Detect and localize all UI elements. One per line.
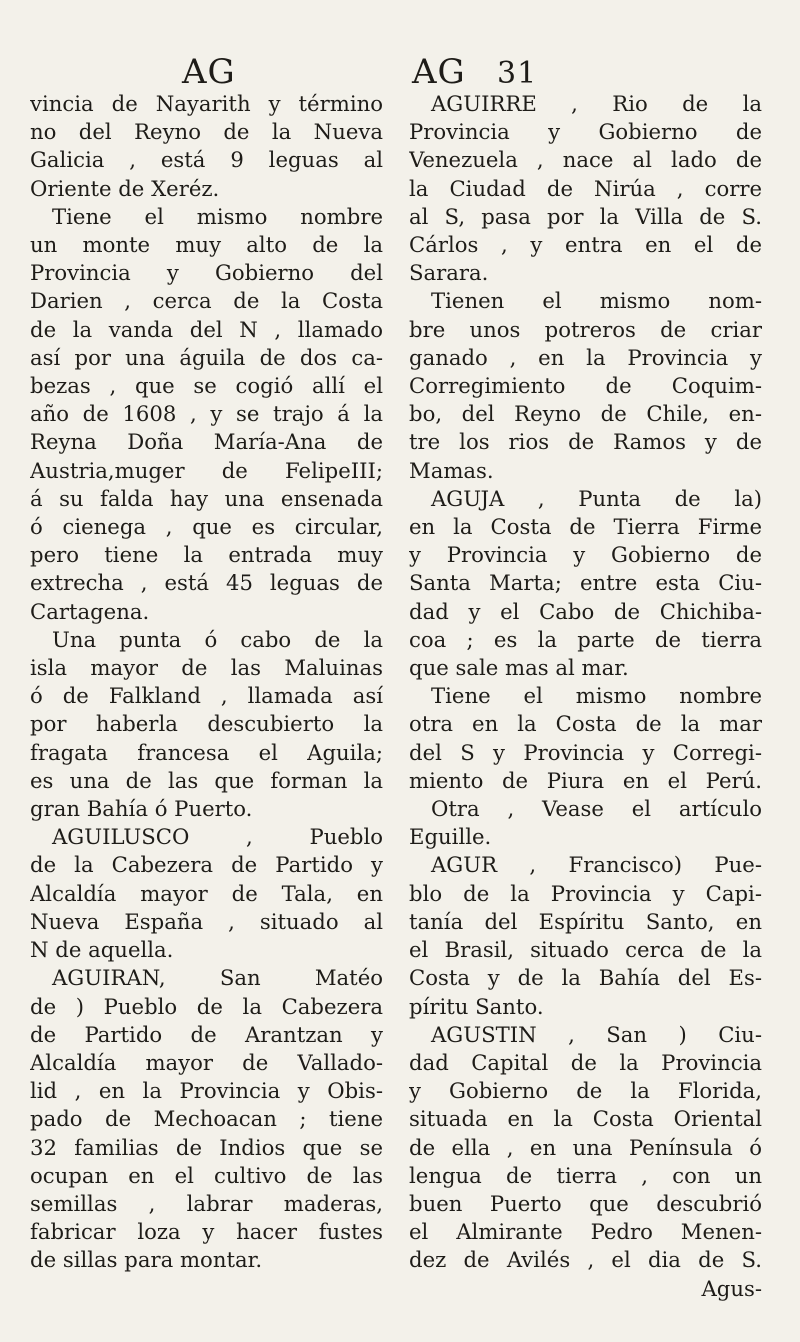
- text-line: semillas , labrar maderas,: [30, 1190, 383, 1216]
- text-line: fabricar loza y hacer fustes: [30, 1219, 383, 1245]
- text-line: Provincia y Gobierno de: [409, 119, 762, 145]
- text-line: vincia de Nayarith y término: [30, 91, 383, 116]
- running-head-right: AG: [412, 52, 466, 92]
- running-head-left: AG: [182, 52, 236, 92]
- text-line: no del Reyno de la Nueva: [30, 119, 383, 145]
- page-number: 31: [497, 56, 538, 91]
- text-line: dez de Avilés , el dia de S.: [409, 1247, 762, 1273]
- text-line: coa ; es la parte de tierra: [409, 626, 762, 652]
- text-line: Agus-: [701, 1275, 762, 1301]
- text-line: de la Cabezera de Partido y: [30, 852, 383, 878]
- text-line: dad y el Cabo de Chichiba-: [409, 598, 762, 624]
- text-line: de la vanda del N , llamado: [30, 316, 383, 342]
- text-line: Mamas.: [409, 457, 494, 483]
- right-text-column: [409, 90, 762, 1303]
- text-line: isla mayor de las Maluinas: [30, 655, 383, 681]
- text-line: bo, del Reyno de Chile, en-: [409, 401, 762, 427]
- text-line: bre unos potreros de criar: [409, 316, 762, 342]
- text-line: por haberla descubierto la: [30, 711, 383, 737]
- text-line: AGUSTIN , San ) Ciu-: [431, 1021, 762, 1047]
- text-line: Galicia , está 9 leguas al: [30, 147, 383, 173]
- text-line: es una de las que forman la: [30, 767, 383, 793]
- text-line: Darien , cerca de la Costa: [30, 288, 383, 314]
- text-line: en la Costa de Tierra Firme: [409, 514, 762, 540]
- text-line: Oriente de Xeréz.: [30, 175, 220, 201]
- text-line: extrecha , está 45 leguas de: [30, 570, 383, 596]
- text-line: tre los rios de Ramos y de: [409, 429, 762, 455]
- text-line: Sarara.: [409, 260, 489, 286]
- text-line: lengua de tierra , con un: [409, 1162, 762, 1188]
- text-line: á su falda hay una ensenada: [30, 485, 383, 511]
- text-line: así por una águila de dos ca-: [30, 344, 383, 370]
- text-line: el Almirante Pedro Menen-: [409, 1219, 762, 1245]
- text-line: dad Capital de la Provincia: [409, 1049, 762, 1075]
- text-line: bezas , que se cogió allí el: [30, 373, 383, 399]
- text-line: Reyna Doña María-Ana de: [30, 429, 383, 455]
- text-line: el Brasil, situado cerca de la: [409, 937, 762, 963]
- text-line: ganado , en la Provincia y: [409, 344, 762, 370]
- text-line: Cárlos , y entra en el de: [409, 232, 762, 258]
- text-line: ó de Falkland , llamada así: [30, 683, 383, 709]
- text-line: píritu Santo.: [409, 993, 544, 1019]
- text-line: de ella , en una Península ó: [409, 1134, 762, 1160]
- text-line: buen Puerto que descubrió: [409, 1190, 762, 1216]
- text-line: del S y Provincia y Corregi-: [409, 739, 762, 765]
- text-line: un monte muy alto de la: [30, 232, 383, 258]
- text-line: de sillas para montar.: [30, 1247, 263, 1273]
- text-line: Tiene el mismo nombre: [431, 683, 762, 709]
- text-line: Nueva España , situado al: [30, 908, 383, 934]
- text-line: ocupan en el cultivo de las: [30, 1162, 383, 1188]
- text-line: Costa y de la Bahía del Es-: [409, 965, 762, 991]
- text-line: Cartagena.: [30, 598, 150, 624]
- text-line: AGUIRAN, San Matéo: [52, 965, 383, 991]
- text-line: Alcaldía mayor de Tala, en: [30, 880, 383, 906]
- text-line: otra en la Costa de la mar: [409, 711, 762, 737]
- text-line: de Partido de Arantzan y: [30, 1021, 383, 1047]
- text-line: pero tiene la entrada muy: [30, 542, 383, 568]
- text-line: Austria,muger de FelipeIII;: [30, 457, 383, 483]
- text-line: 32 familias de Indios que se: [30, 1134, 383, 1160]
- text-line: tanía del Espíritu Santo, en: [409, 908, 762, 934]
- text-line: y Gobierno de la Florida,: [409, 1078, 762, 1104]
- text-line: año de 1608 , y se trajo á la: [30, 401, 383, 427]
- text-line: Venezuela , nace al lado de: [409, 147, 762, 173]
- text-line: y Provincia y Gobierno de: [409, 542, 762, 568]
- text-line: Corregimiento de Coquim-: [409, 373, 762, 399]
- text-line: Una punta ó cabo de la: [52, 626, 383, 652]
- text-line: situada en la Costa Oriental: [409, 1106, 762, 1132]
- text-line: Otra , Vease el artículo: [431, 796, 762, 822]
- text-line: al S, pasa por la Villa de S.: [409, 203, 762, 229]
- text-line: la Ciudad de Nirúa , corre: [409, 175, 762, 201]
- text-line: lid , en la Provincia y Obis-: [30, 1078, 383, 1104]
- text-line: gran Bahía ó Puerto.: [30, 796, 253, 822]
- text-line: Provincia y Gobierno del: [30, 260, 383, 286]
- left-text-column: [30, 90, 383, 1275]
- text-line: Santa Marta; entre esta Ciu-: [409, 570, 762, 596]
- text-line: AGUILUSCO , Pueblo: [52, 824, 383, 850]
- text-line: Eguille.: [409, 824, 492, 850]
- text-line: AGUJA , Punta de la): [431, 485, 762, 511]
- text-line: Tiene el mismo nombre: [52, 203, 383, 229]
- text-line: ó cienega , que es circular,: [30, 514, 383, 540]
- text-line: fragata francesa el Aguila;: [30, 739, 383, 765]
- text-line: miento de Piura en el Perú.: [409, 767, 762, 793]
- text-line: pado de Mechoacan ; tiene: [30, 1106, 383, 1132]
- text-line: Alcaldía mayor de Vallado-: [30, 1049, 383, 1075]
- text-line: blo de la Provincia y Capi-: [409, 880, 762, 906]
- text-line: de ) Pueblo de la Cabezera: [30, 993, 383, 1019]
- text-line: que sale mas al mar.: [409, 655, 629, 681]
- text-line: AGUIRRE , Rio de la: [431, 91, 762, 116]
- text-line: Tienen el mismo nom-: [431, 288, 762, 314]
- text-line: AGUR , Francisco) Pue-: [431, 852, 762, 878]
- text-line: N de aquella.: [30, 937, 174, 963]
